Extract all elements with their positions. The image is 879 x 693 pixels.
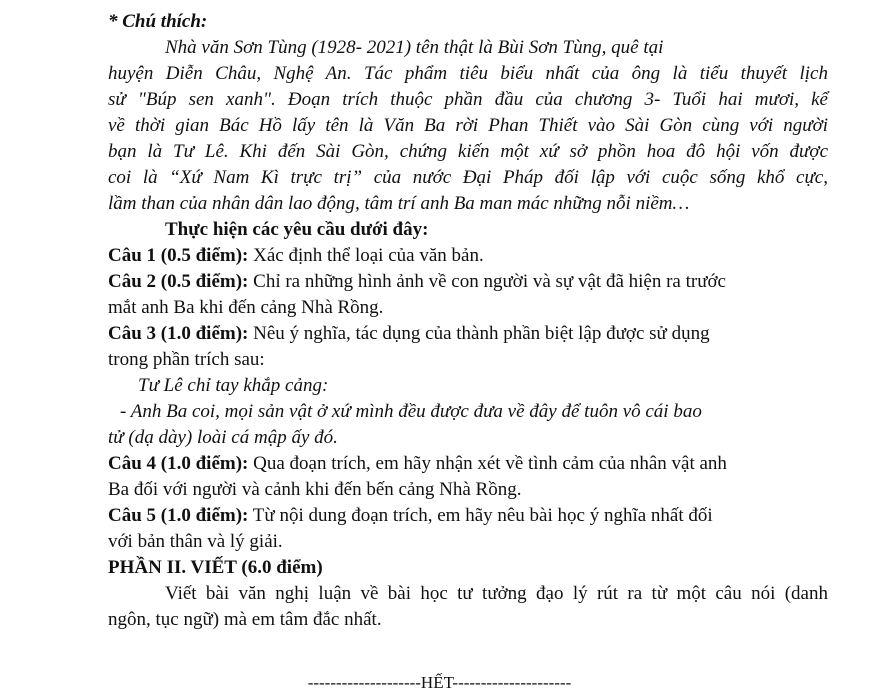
excerpt-line-2: - Anh Ba coi, mọi sản vật ở xứ mình đều được đưa về đây để tuôn vô cái bao xyxy=(120,401,702,422)
question-2-text-line-1: Chỉ ra những hình ảnh về con người và sự vật đã hiện ra trước xyxy=(248,271,726,292)
question-5-label: Câu 5 (1.0 điểm): xyxy=(108,505,249,526)
question-3-label: Câu 3 (1.0 điểm): xyxy=(108,323,249,344)
question-5 xyxy=(108,503,828,529)
question-1-label: Câu 1 (0.5 điểm): xyxy=(108,245,249,266)
question-3-text-line-1: Nêu ý nghĩa, tác dụng của thành phần biệt lập được sử dụng xyxy=(248,323,710,344)
question-4-label: Câu 4 (1.0 điểm): xyxy=(108,453,249,474)
part-2-line-2: ngôn, tục ngữ) mà em tâm đắc nhất. xyxy=(108,609,382,630)
document-page xyxy=(108,9,828,633)
part-2-title: PHẦN II. VIẾT (6.0 điểm) xyxy=(108,557,323,578)
question-1 xyxy=(108,243,828,269)
instructions-heading: Thực hiện các yêu cầu dưới đây: xyxy=(165,219,429,240)
question-4-text-line-2: Ba đối với người và cảnh khi đến bến cảng Nhà Rồng. xyxy=(108,479,522,500)
note-line-4: về thời gian Bác Hồ lấy tên là Văn Ba rời Phan Thiết vào Sài Gòn cùng với người xyxy=(108,115,828,136)
note-line-6: coi là “Xứ Nam Kì trực trị” của nước Đại Pháp đối lập với cuộc sống khổ cực, xyxy=(108,167,828,188)
question-2-text-line-2: mắt anh Ba khi đến cảng Nhà Rồng. xyxy=(108,297,384,318)
note-heading: * Chú thích: xyxy=(108,11,208,32)
question-1-text-line-1: Xác định thể loại của văn bản. xyxy=(248,245,484,266)
note-line-2: huyện Diễn Châu, Nghệ An. Tác phẩm tiêu biểu nhất của ông là tiểu thuyết lịch xyxy=(108,63,828,84)
excerpt-line-1: Tư Lê chỉ tay khắp cảng: xyxy=(138,375,329,396)
question-2-label: Câu 2 (0.5 điểm): xyxy=(108,271,249,292)
question-5-text-line-2: với bản thân và lý giải. xyxy=(108,531,283,552)
note-line-7: lầm than của nhân dân lao động, tâm trí anh Ba man mác những nỗi niềm… xyxy=(108,193,690,214)
question-4 xyxy=(108,451,828,477)
part-2-line-1: Viết bài văn nghị luận về bài học tư tưởng đạo lý rút ra từ một câu nói (danh xyxy=(165,583,828,604)
question-5-text-line-1: Từ nội dung đoạn trích, em hãy nêu bài học ý nghĩa nhất đối xyxy=(248,505,713,526)
note-line-5: bạn là Tư Lê. Khi đến Sài Gòn, chứng kiến một xứ sở phồn hoa đô hội vốn được xyxy=(108,141,828,162)
question-2 xyxy=(108,269,828,295)
note-line-3: sử "Búp sen xanh". Đoạn trích thuộc phần đầu của chương 3- Tuổi hai mươi, kể xyxy=(108,89,828,110)
question-3 xyxy=(108,321,828,347)
excerpt-line-3: tử (dạ dày) loài cá mập ấy đó. xyxy=(108,427,338,448)
question-3-text-line-2: trong phần trích sau: xyxy=(108,349,265,370)
note-line-1: Nhà văn Sơn Tùng (1928- 2021) tên thật là Bùi Sơn Tùng, quê tại xyxy=(165,37,664,58)
end-marker: --------------------HẾT--------------------- xyxy=(307,673,572,692)
question-4-text-line-1: Qua đoạn trích, em hãy nhận xét về tình cảm của nhân vật anh xyxy=(248,453,727,474)
